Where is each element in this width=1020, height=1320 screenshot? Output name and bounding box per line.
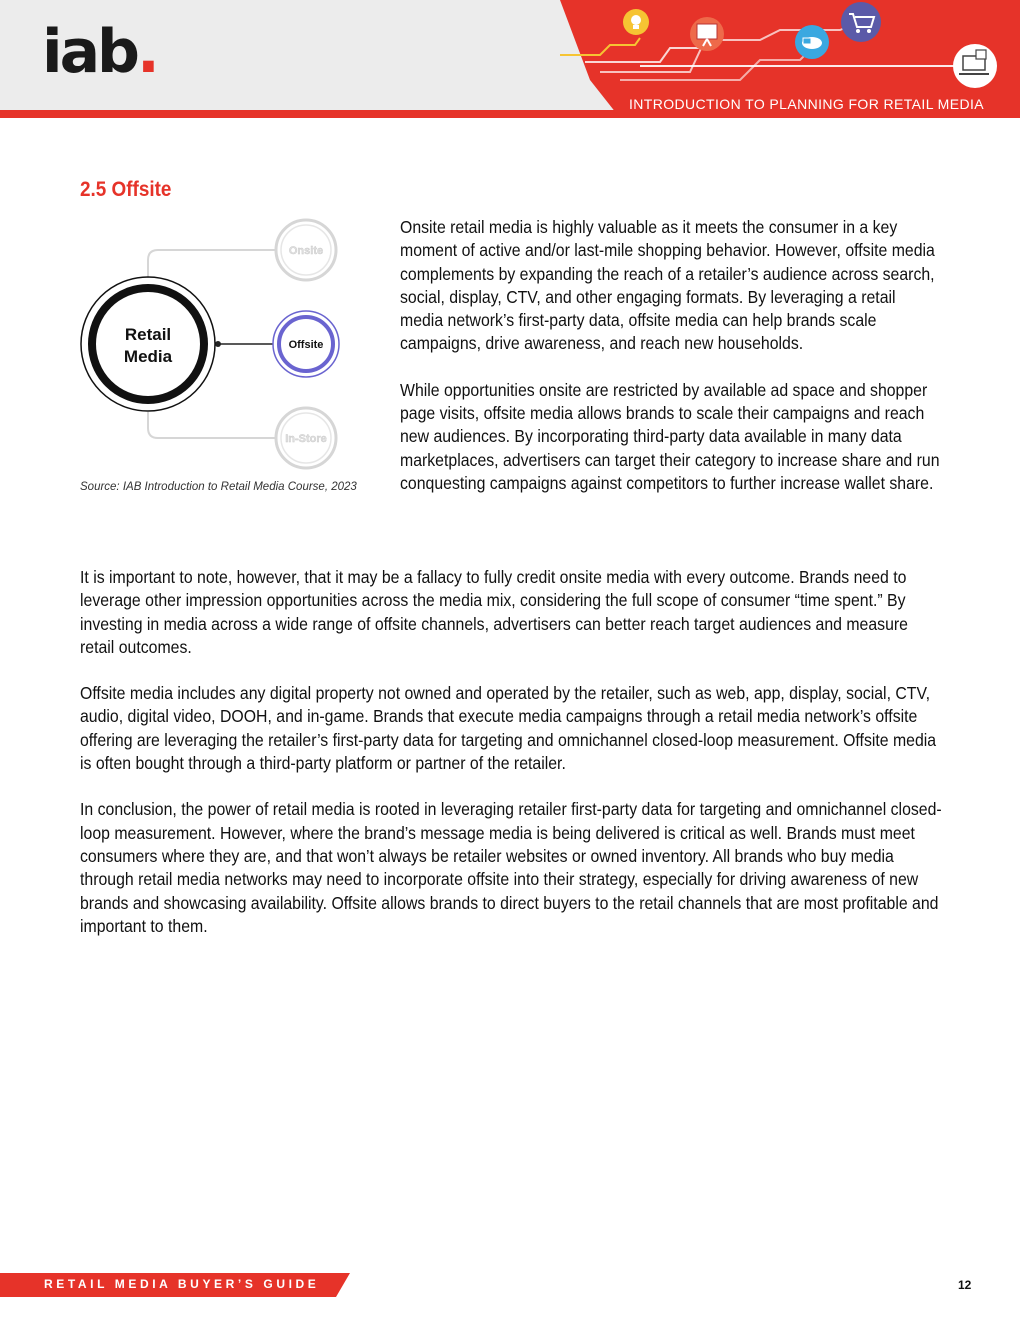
header-title: INTRODUCTION TO PLANNING FOR RETAIL MEDIA (628, 96, 984, 112)
side-text-column (400, 216, 940, 518)
connector-instore (148, 412, 276, 438)
retail-media-diagram (80, 216, 360, 474)
onsite-label: Onsite (288, 245, 324, 257)
footer-label: RETAIL MEDIA BUYER’S GUIDE (44, 1277, 320, 1291)
body-paragraph: Offsite media includes any digital property not owned and operated by the retailer, such as web, app, display, social, CTV, audio, digital video, DOOH, and in-game. Brands that execute media campaigns through a retail media network’s offsite offering are leveraging the retailer’s first-party data for targeting and omnichannel closed-loop measurement. Offsite media is often bought through a third-party platform or partner of the retailer. (80, 683, 937, 774)
lightbulb-icon (623, 9, 649, 35)
body-paragraph: In conclusion, the power of retail media is rooted in leveraging retailer first-party data for targeting and omnichannel closed-loop measurement. However, where the brand’s message media is being delivered is critical as well. Brands must meet consumers where they are, and that won’t always be retailer websites or owned inventory. All brands who buy media through retail media networks may need to incorporate offsite into their strategy, especially for driving awareness of new brands and showcasing availability. Offsite allows brands to direct buyers to the retail channels that are most profitable and important to them. (80, 799, 942, 936)
body-paragraph: It is important to note, however, that it may be a fallacy to fully credit onsite media with every outcome. Brands need to leverage other impression opportunities across the media mix, considering the full scope of consumer “time spent.” By investing in media across a wide range of offsite channels, advertisers can better reach target audiences and measure retail outcomes. (80, 567, 908, 657)
retail-media-circle (92, 288, 204, 400)
connector-dot (215, 341, 221, 347)
figure-caption: Source: IAB Introduction to Retail Media Course, 2023 (80, 481, 357, 493)
diagram-svg (80, 216, 360, 474)
laptop-shopping-icon (953, 44, 997, 88)
logo-dot: . (137, 17, 157, 87)
center-label-line1: Retail (124, 325, 172, 344)
connector-onsite (148, 250, 276, 278)
section-title: 2.5 Offsite (80, 178, 172, 201)
logo-text: iab (42, 17, 138, 87)
side-paragraph: While opportunities onsite are restricted by available ad space and shopper page visits, offsite media allows brands to scale their campaigns and reach new audiences. By incorporating third-party data available in many data marketplaces, advertisers can target their category to increase share and run conquesting campaigns against competitors to further increase wallet share. (400, 379, 940, 493)
presentation-board-icon (690, 17, 724, 51)
instore-label: In-Store (285, 433, 327, 445)
page-number: 12 (958, 1278, 972, 1292)
offsite-label: Offsite (288, 339, 324, 351)
shopping-cart-icon (841, 2, 881, 42)
center-label-line2: Media (123, 347, 173, 366)
cloud-devices-icon (795, 25, 829, 59)
body-text (80, 566, 940, 961)
page-header (0, 0, 1020, 118)
side-paragraph: Onsite retail media is highly valuable as it meets the consumer in a key moment of active and/or last-mile shopping behavior. However, offsite media complements by expanding the reach of a retailer’s audience across search, social, display, CTV, and other engaging formats. By leveraging a retail media network’s first-party data, offsite media can help brands scale campaigns, drive awareness, and reach new households. (400, 217, 935, 354)
